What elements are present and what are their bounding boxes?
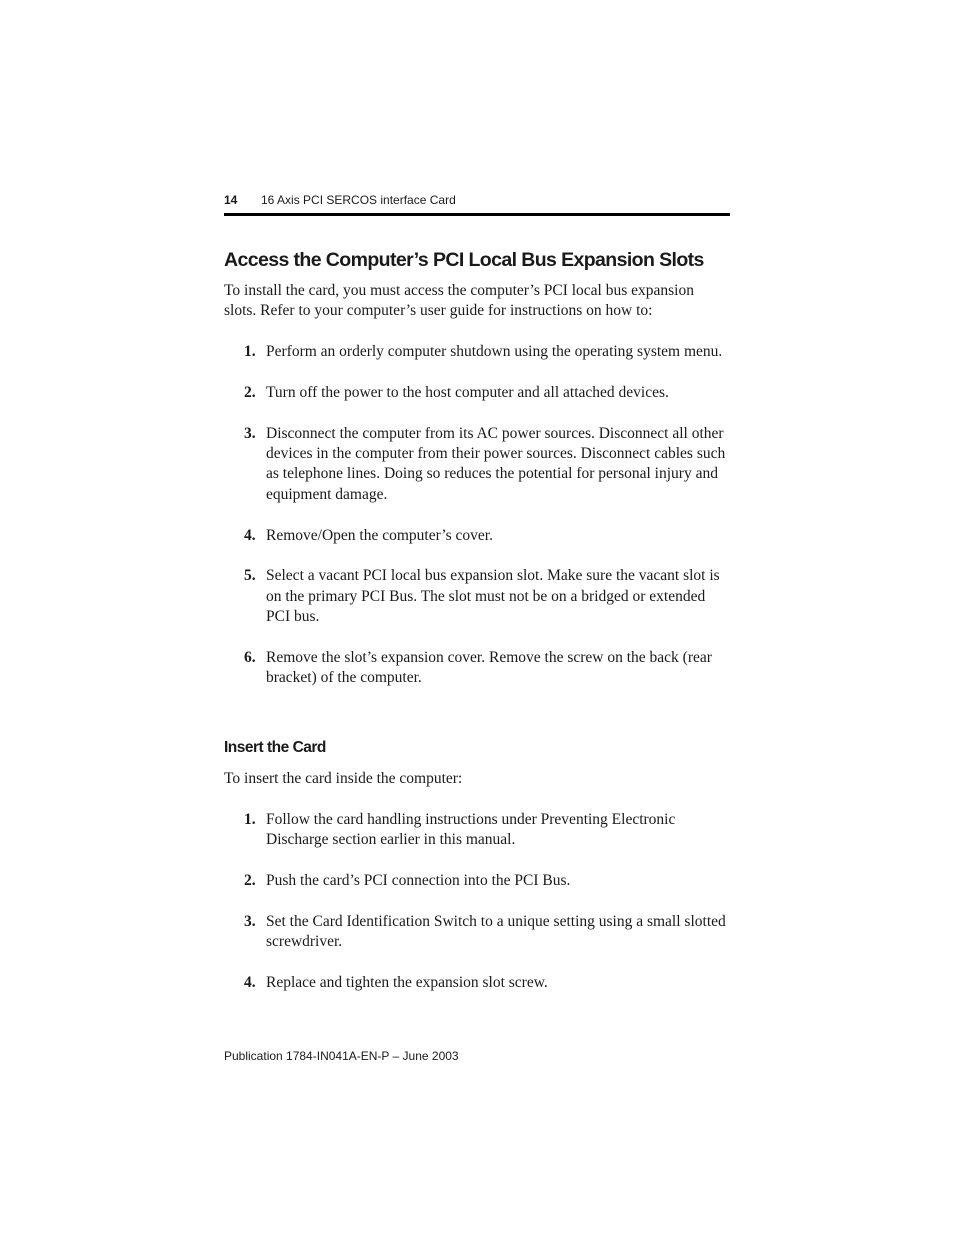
header-rule (224, 213, 730, 216)
list-item (224, 424, 730, 506)
step-number: 2. (244, 872, 256, 890)
subsection-intro: To insert the card inside the computer: (224, 770, 463, 787)
step-number: 3. (244, 913, 256, 930)
step-number: 4. (244, 526, 256, 544)
section-heading: Access the Computer’s PCI Local Bus Expansion Slots (224, 249, 704, 271)
section-intro: To install the card, you must access the computer’s PCI local bus expansion slots. Refer to your computer’s user guide for instructions on how to: (224, 282, 694, 320)
list-item (224, 871, 730, 891)
list-item (224, 648, 730, 689)
step-text: Disconnect the computer from its AC power sources. Disconnect all other devices in the computer from their power sources. Disconnect cables such as telephone lines. Doing so reduces the potential for personal injury and equipment damage. (266, 424, 726, 503)
step-text: Select a vacant PCI local bus expansion slot. Make sure the vacant slot is on the primary PCI Bus. The slot must not be on a bridged or extended PCI bus. (266, 567, 720, 626)
list-item (224, 912, 730, 953)
insert-steps-list (224, 810, 730, 1014)
step-number: 1. (244, 343, 256, 360)
step-number: 1. (244, 811, 256, 828)
step-number: 3. (244, 424, 256, 442)
list-item (224, 566, 730, 627)
step-text: Perform an orderly computer shutdown using the operating system menu. (266, 343, 723, 360)
step-text: Push the card’s PCI connection into the PCI Bus. (266, 872, 571, 890)
step-number: 2. (244, 383, 256, 401)
publication-footer: Publication 1784-IN041A-EN-P – June 2003 (224, 1049, 459, 1063)
subsection-heading: Insert the Card (224, 739, 326, 756)
list-item (224, 526, 730, 546)
list-item (224, 383, 730, 403)
step-text: Set the Card Identification Switch to a unique setting using a small slotted screwdriver. (266, 913, 726, 951)
step-text: Turn off the power to the host computer and all attached devices. (266, 383, 669, 401)
step-text: Follow the card handling instructions under Preventing Electronic Discharge section earlier in this manual. (266, 811, 676, 849)
step-text: Remove the slot’s expansion cover. Remove the screw on the back (rear bracket) of the computer. (266, 649, 712, 687)
list-item (224, 973, 730, 993)
step-text: Replace and tighten the expansion slot screw. (266, 974, 548, 992)
list-item (224, 342, 730, 362)
step-number: 5. (244, 567, 256, 585)
running-header (224, 191, 730, 209)
step-number: 4. (244, 974, 256, 992)
page-number: 14 (224, 193, 238, 207)
access-steps-list (224, 342, 730, 709)
step-number: 6. (244, 649, 256, 667)
step-text: Remove/Open the computer’s cover. (266, 526, 493, 544)
running-header-title: 16 Axis PCI SERCOS interface Card (261, 193, 456, 207)
document-page (224, 0, 730, 1235)
list-item (224, 810, 730, 851)
